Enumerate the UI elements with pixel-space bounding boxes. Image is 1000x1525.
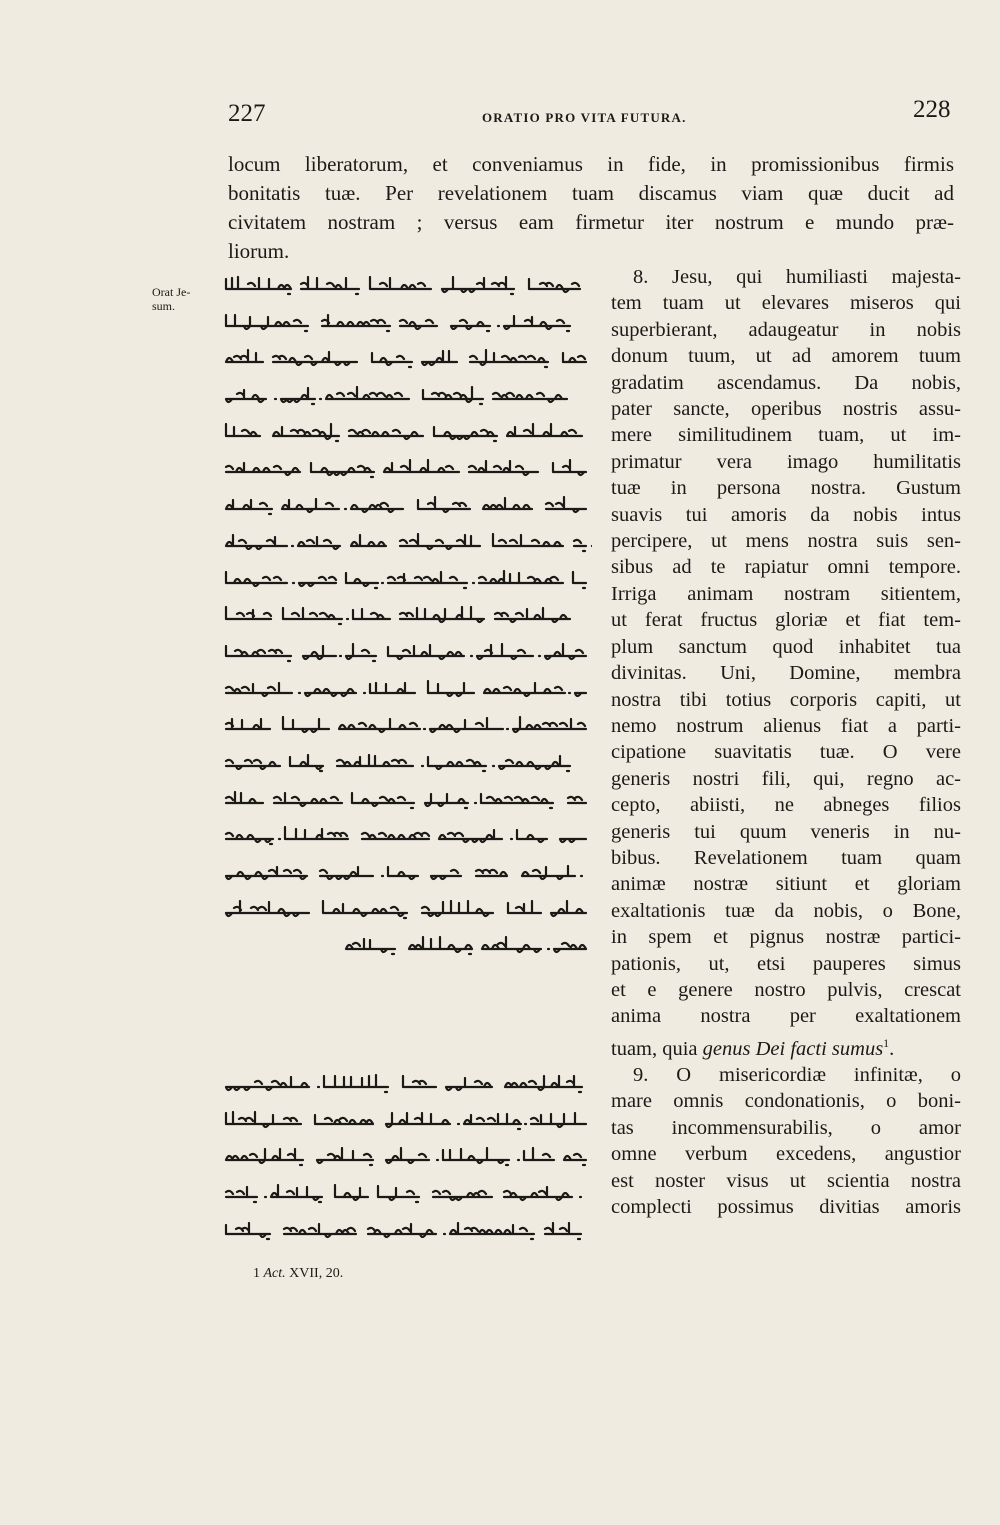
latin-line: superbierant, adaugeatur in nobis: [611, 318, 961, 341]
intro-line: liorum.: [228, 239, 290, 263]
latin-line: nemo nostrum alienus fiat a parti-: [611, 714, 961, 737]
margin-note-line: Orat Je-: [152, 285, 191, 299]
footnote: [253, 1266, 343, 1282]
syriac-line: [222, 345, 596, 371]
syriac-line: [222, 309, 596, 335]
latin-line: in spem et pignus nostræ partici-: [611, 926, 961, 949]
margin-note: [152, 285, 190, 313]
latin-line: donum tuum, ut ad amorem tuum: [611, 345, 961, 368]
syriac-line: [222, 492, 596, 518]
page-number-left: 227: [228, 100, 266, 127]
page-number-right: 228: [913, 96, 951, 123]
latin-line: mare omnis condonationis, o boni-: [611, 1090, 961, 1113]
intro-line: bonitatis tuæ. Per revelationem tuam discamus viam quæ ducit ad: [228, 181, 954, 205]
running-header: [0, 96, 1000, 140]
syriac-line: [222, 1070, 596, 1096]
latin-line: tem tuam ut elevares miseros qui: [611, 292, 961, 315]
latin-line: ut ferat fructus gloriæ et fiat tem-: [611, 609, 961, 632]
latin-line: suavis tui amoris da nobis intus: [611, 503, 961, 526]
syriac-line: [222, 455, 596, 481]
syriac-line: [222, 419, 596, 445]
footnote-marker: 1: [253, 1266, 260, 1281]
latin-line: tuam, quia genus Dei facti sumus$^1$.: [611, 1035, 895, 1060]
syriac-line: [222, 749, 596, 775]
margin-note-line: sum.: [152, 299, 176, 313]
intro-line: locum liberatorum, et conveniamus in fide, in promissionibus firmis: [228, 152, 954, 176]
latin-line: sibus ad te rapiatur omni tempore.: [611, 556, 961, 579]
latin-line: anima nostra per exaltationem: [611, 1005, 961, 1028]
latin-line: gradatim ascendamus. Da nobis,: [611, 371, 961, 394]
syriac-line: [222, 1180, 596, 1206]
latin-line: tuæ in persona nostra. Gustum: [611, 477, 961, 500]
syriac-text-column: [222, 272, 596, 969]
latin-line: generis nostri fili, qui, regno ac-: [611, 767, 961, 790]
latin-line: tas incommensurabilis, o amor: [611, 1116, 961, 1139]
syriac-line: [222, 529, 596, 555]
latin-line: pater sancte, operibus nostris assu-: [611, 398, 961, 421]
syriac-text-column-2: [222, 1070, 596, 1253]
latin-line: animæ nostræ sitiunt et gloriam: [611, 873, 961, 896]
latin-line: primatur vera imago humilitatis: [611, 450, 961, 473]
latin-line: 8. Jesu, qui humiliasti majesta-: [633, 266, 961, 288]
syriac-line: [222, 822, 596, 848]
syriac-line: [222, 1107, 596, 1133]
latin-line: generis tui quum veneris in nu-: [611, 820, 961, 843]
latin-line: nostra tibi totius corporis capiti, ut: [611, 688, 961, 711]
latin-line: cepto, abiisti, ne abneges filios: [611, 794, 961, 817]
latin-line: plum sanctum quod inhabitet tua: [611, 635, 961, 658]
syriac-line: [222, 602, 596, 628]
intro-line: civitatem nostram ; versus eam firmetur iter nostrum e mundo præ-: [228, 210, 954, 234]
latin-line: est noster visus ut scientia nostra: [611, 1169, 961, 1192]
latin-line: complecti possimus divitias amoris: [611, 1196, 961, 1219]
latin-line: mere similitudinem tuam, ut im-: [611, 424, 961, 447]
latin-line: percipere, ut mens nostra suis sen-: [611, 530, 961, 553]
latin-line: et e genere nostro pulvis, crescat: [611, 978, 961, 1001]
latin-line: divinitas. Uni, Domine, membra: [611, 662, 961, 685]
syriac-line: [222, 676, 596, 702]
latin-line: Irriga animam nostram sitientem,: [611, 582, 961, 605]
syriac-line: [222, 382, 596, 408]
syriac-line: [222, 786, 596, 812]
latin-text-column: [611, 264, 961, 1220]
latin-line: bibus. Revelationem tuam quam: [611, 846, 961, 869]
syriac-line: [222, 932, 596, 958]
syriac-line: [222, 896, 596, 922]
syriac-line: [222, 712, 596, 738]
latin-line: exaltationis tuæ da nobis, o Bone,: [611, 899, 961, 922]
syriac-line: [222, 1143, 596, 1169]
latin-line: 9. O misericordiæ infinitæ, o: [633, 1064, 961, 1087]
latin-line: pationis, ut, etsi pauperes simus: [611, 952, 961, 975]
syriac-line: [222, 639, 596, 665]
syriac-line: [222, 566, 596, 592]
latin-line: omne verbum excedens, angustior: [611, 1143, 961, 1166]
footnote-text: XVII, 20.: [285, 1266, 344, 1281]
intro-paragraph: [228, 150, 954, 266]
footnote-ref: Act.: [263, 1266, 286, 1281]
latin-line: cipatione suavitatis tuæ. O vere: [611, 741, 961, 764]
syriac-line: [222, 272, 596, 298]
running-title: ORATIO PRO VITA FUTURA.: [482, 110, 687, 125]
syriac-line: [222, 859, 596, 885]
syriac-line: [222, 1217, 596, 1243]
